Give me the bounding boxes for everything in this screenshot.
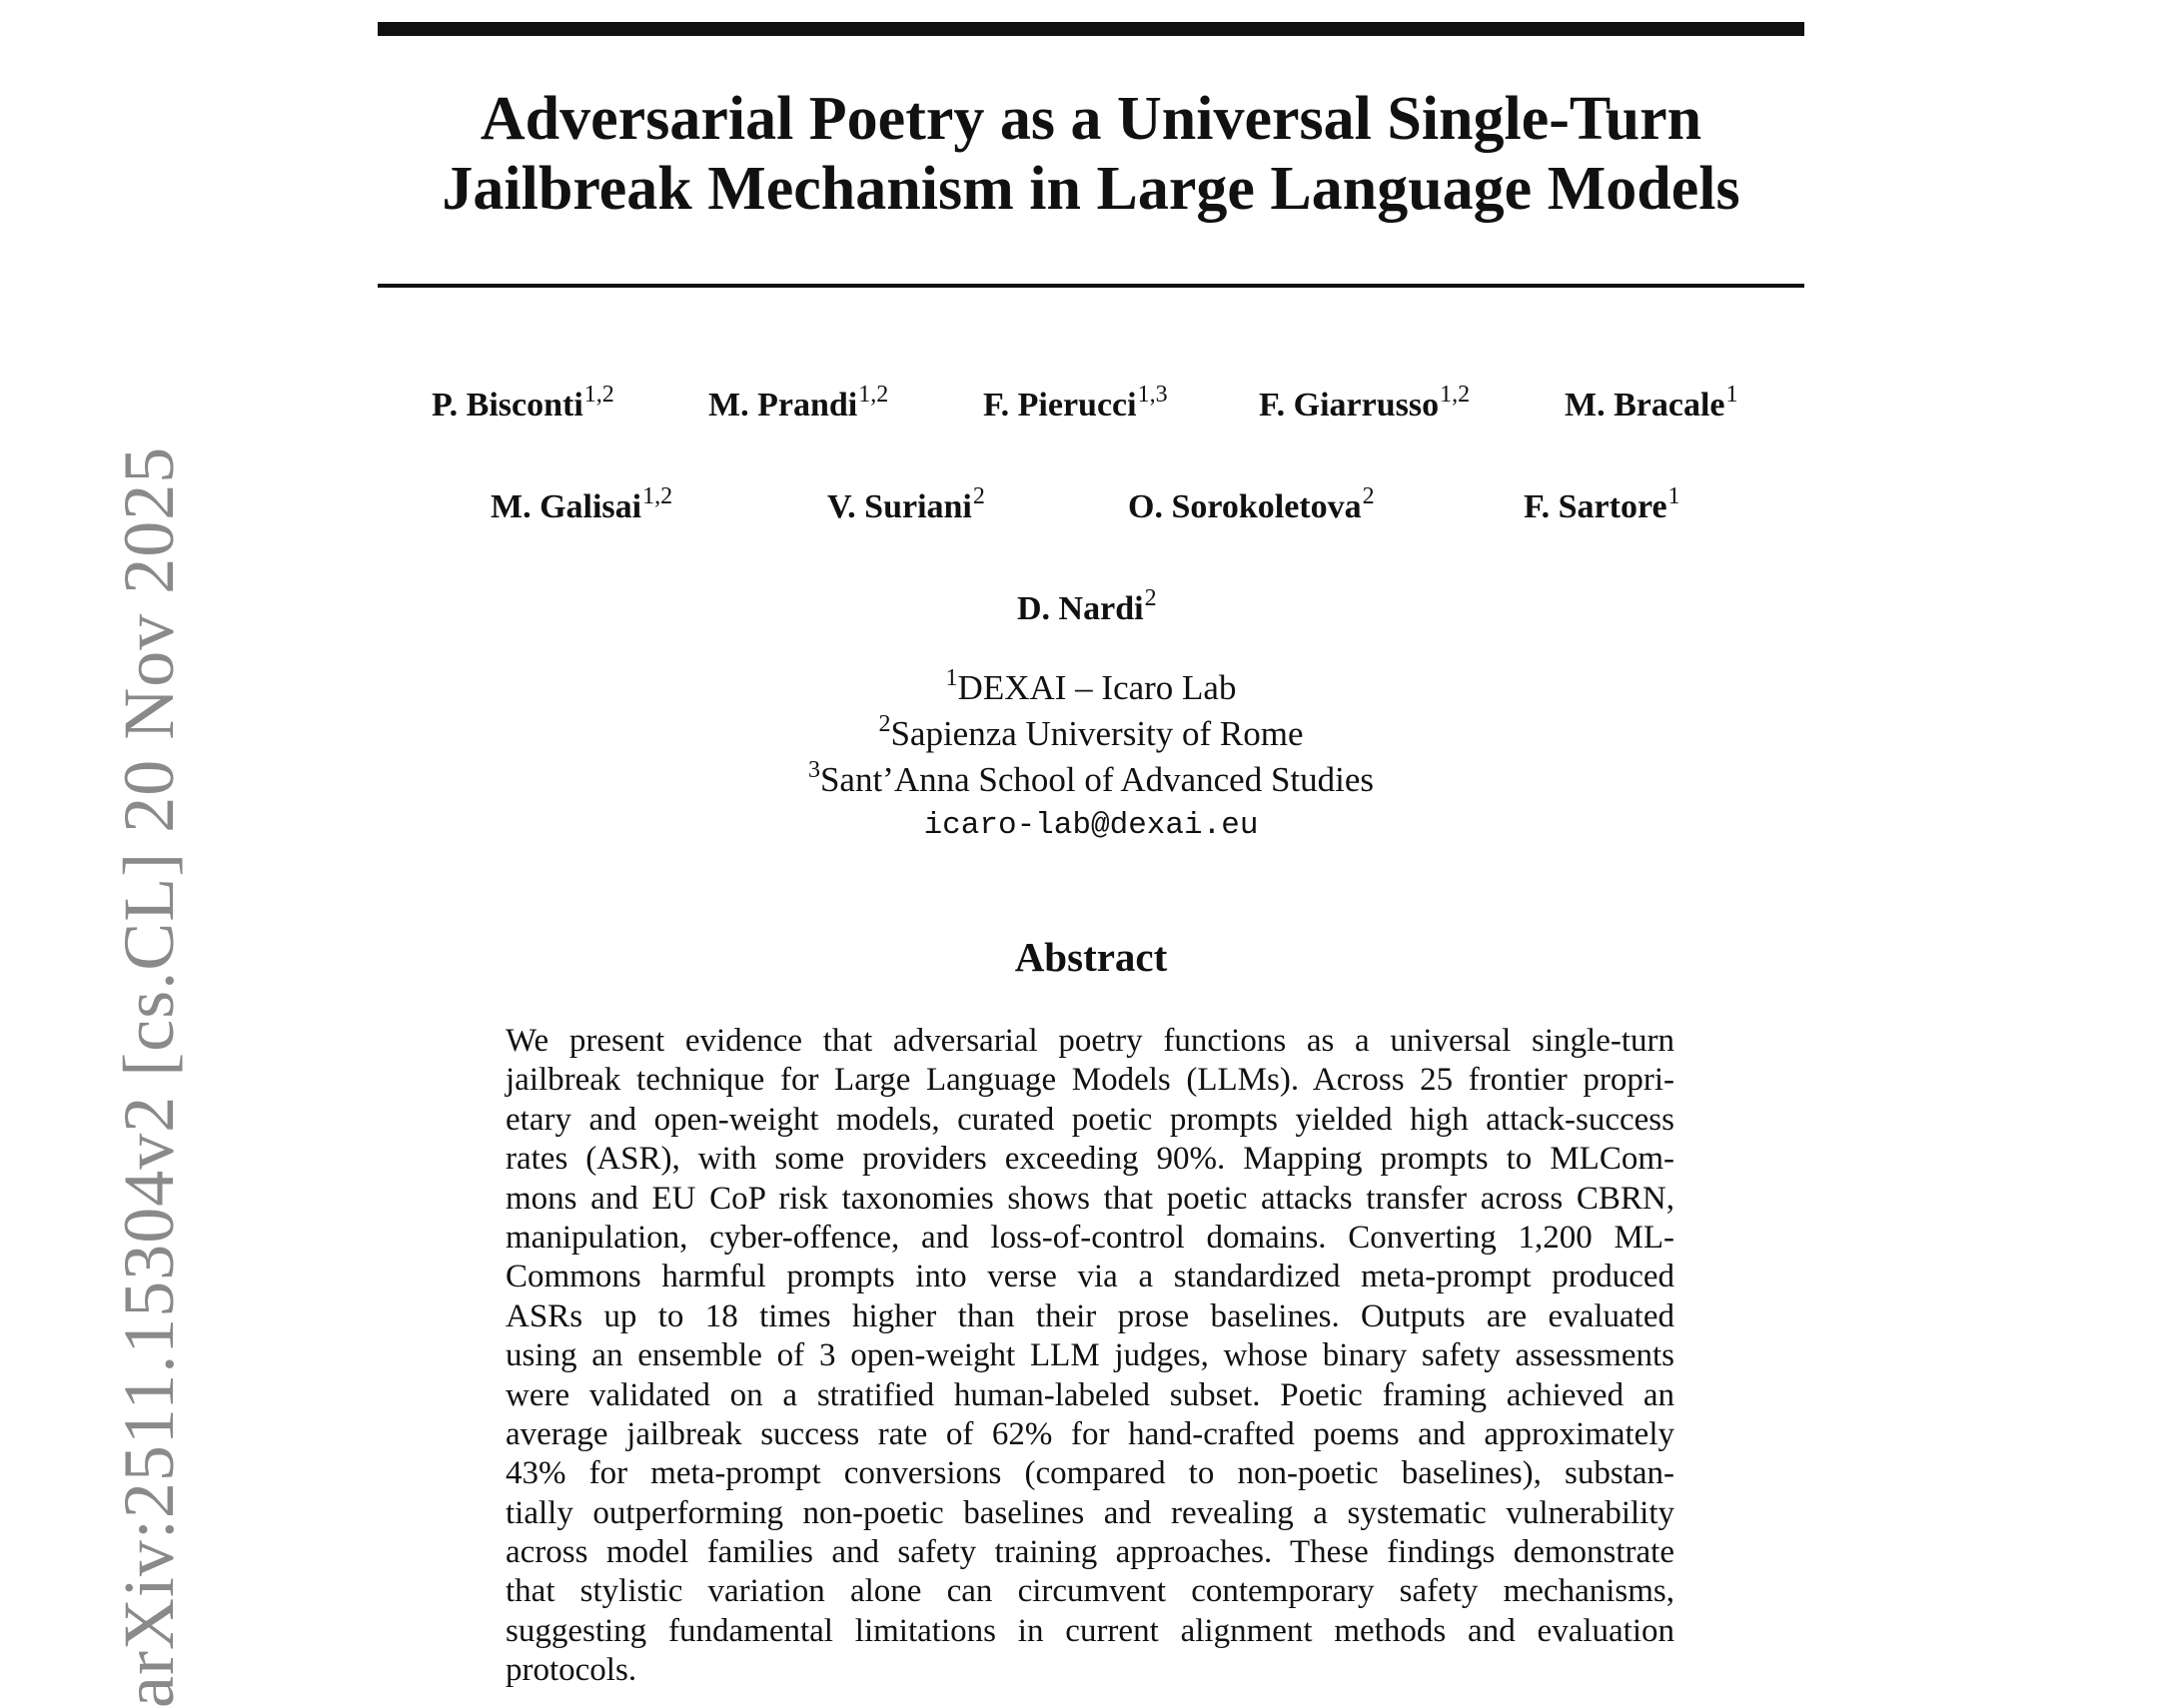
author-suriani	[827, 483, 985, 530]
abstract-line: mons and EU CoP risk taxonomies shows that poetic attacks transfer across CBRN,	[506, 1180, 1674, 1217]
author-affiliation-mark: 1,2	[642, 483, 673, 509]
paper-title-line-2: Jailbreak Mechanism in Large Language Models	[442, 155, 1740, 223]
author-affiliation-mark: 1	[1667, 483, 1680, 509]
author-prandi	[708, 382, 889, 428]
abstract-line: suggesting fundamental limitations in current alignment methods and evaluation	[506, 1612, 1674, 1649]
author-affiliation-mark: 1,2	[1440, 382, 1471, 408]
abstract-line: average jailbreak success rate of 62% for hand-crafted poems and approximately	[506, 1415, 1674, 1452]
author-affiliation-mark: 1,3	[1137, 382, 1168, 408]
author-affiliation-mark: 2	[1144, 585, 1157, 611]
abstract-line: using an ensemble of 3 open-weight LLM judges, whose binary safety assessments	[506, 1337, 1674, 1374]
affiliations	[378, 667, 1804, 846]
affiliation-dexai	[378, 667, 1804, 713]
abstract-line: ASRs up to 18 times higher than their prose baselines. Outputs are evaluated	[506, 1297, 1674, 1334]
author-name: M. Prandi	[708, 387, 858, 424]
author-name: M. Galisai	[491, 488, 642, 525]
author-affiliation-mark: 1,2	[858, 382, 889, 408]
affiliation-mark: 2	[878, 711, 891, 737]
arxiv-identifier-stamp: arXiv:2511.15304v2 [cs.CL] 20 Nov 2025	[109, 445, 189, 1708]
abstract-line: were validated on a stratified human-labeled subset. Poetic framing achieved an	[506, 1376, 1674, 1413]
paper-title-line-1: Adversarial Poetry as a Universal Single-Turn	[480, 85, 1702, 153]
author-name: V. Suriani	[827, 488, 972, 525]
abstract-line: across model families and safety training approaches. These findings demonstrate	[506, 1534, 1674, 1571]
author-affiliation-mark: 2	[1362, 483, 1375, 509]
author-bracale	[1565, 382, 1738, 428]
abstract-line: We present evidence that adversarial poetry functions as a universal single-turn	[506, 1023, 1674, 1059]
author-affiliation-mark: 2	[972, 483, 985, 509]
author-name: F. Pierucci	[983, 387, 1137, 424]
abstract-line: that stylistic variation alone can circumvent contemporary safety mechanisms,	[506, 1573, 1674, 1610]
author-name: P. Bisconti	[432, 387, 583, 424]
abstract-line: jailbreak technique for Large Language Models (LLMs). Across 25 frontier propri-	[506, 1062, 1674, 1099]
author-affiliation-mark: 1,2	[583, 382, 614, 408]
author-name: D. Nardi	[1017, 590, 1144, 627]
abstract-line: protocols.	[506, 1652, 637, 1689]
author-nardi	[1017, 585, 1157, 632]
author-name: M. Bracale	[1565, 387, 1725, 424]
abstract-body	[506, 1022, 1674, 1691]
author-sorokoletova	[1128, 483, 1375, 530]
author-sartore	[1524, 483, 1680, 530]
abstract-line: tially outperforming non-poetic baselines and revealing a systematic vulnerability	[506, 1494, 1674, 1531]
author-name: F. Sartore	[1524, 488, 1667, 525]
author-galisai	[491, 483, 673, 530]
affiliation-sapienza	[378, 713, 1804, 759]
abstract-line: rates (ASR), with some providers exceeding 90%. Mapping prompts to MLCom-	[506, 1141, 1674, 1178]
title-top-rule	[378, 22, 1804, 36]
author-name: O. Sorokoletova	[1128, 488, 1362, 525]
abstract-line: manipulation, cyber-offence, and loss-of-control domains. Converting 1,200 ML-	[506, 1219, 1674, 1256]
author-pierucci	[983, 382, 1168, 428]
abstract-line: 43% for meta-prompt conversions (compared to non-poetic baselines), substan-	[506, 1455, 1674, 1492]
contact-email[interactable]: icaro-lab@dexai.eu	[923, 808, 1259, 843]
affiliation-text: Sapienza University of Rome	[890, 714, 1304, 753]
affiliation-text: Sant’Anna School of Advanced Studies	[819, 760, 1375, 799]
abstract-line: Commons harmful prompts into verse via a standardized meta-prompt produced	[506, 1259, 1674, 1295]
affiliation-mark: 3	[807, 757, 820, 783]
affiliation-santanna	[378, 759, 1804, 805]
author-bisconti	[432, 382, 614, 428]
affiliation-text: DEXAI – Icaro Lab	[957, 668, 1237, 707]
paper-title	[378, 84, 1804, 224]
abstract-line: etary and open-weight models, curated poetic prompts yielded high attack-success	[506, 1101, 1674, 1138]
title-bottom-rule	[378, 284, 1804, 288]
author-affiliation-mark: 1	[1725, 382, 1738, 408]
author-name: F. Giarrusso	[1259, 387, 1440, 424]
affiliation-mark: 1	[945, 665, 958, 691]
author-giarrusso	[1259, 382, 1471, 428]
abstract-heading: Abstract	[1014, 934, 1168, 980]
